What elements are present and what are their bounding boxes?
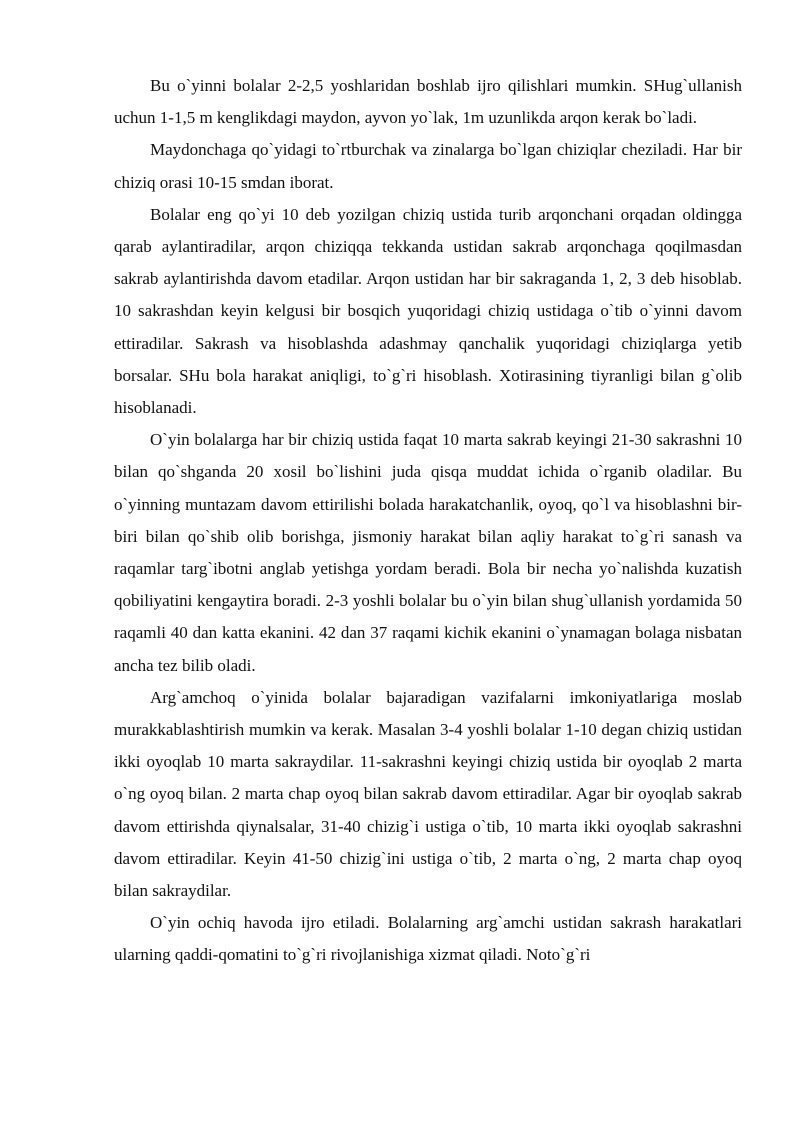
document-page	[114, 70, 742, 972]
paragraph-4: O`yin bolalarga har bir chiziq ustida faqat 10 marta sakrab keyingi 21-30 sakrashni 10 bilan qo`shganda 20 xosil bo`lishini juda qisqa muddat ichida o`rganib oladilar. Bu o`yinning muntazam davom ettirilishi bolada harakatchanlik, oyoq, qo`l va hisoblashni bir-biri bilan qo`shib olib borishga, jismoniy harakat bilan aqliy harakat to`g`ri sanash va raqamlar targ`ibotni anglab yetishga yordam beradi. Bola bir necha yo`nalishda kuzatish qobiliyatini kengaytira boradi. 2-3 yoshli bolalar bu o`yin bilan shug`ullanish yordamida 50 raqamli 40 dan katta ekanini. 42 dan 37 raqami kichik ekanini o`ynamagan bolaga nisbatan ancha tez bilib oladi.	[114, 430, 742, 675]
paragraph-5: Arg`amchoq o`yinida bolalar bajaradigan vazifalarni imkoniyatlariga moslab murakkablashtirish mumkin va kerak. Masalan 3-4 yoshli bolalar 1-10 degan chiziq ustidan ikki oyoqlab 10 marta sakraydilar. 11-sakrashni keyingi chiziq ustida bir oyoqlab 2 marta o`ng oyoq bilan. 2 marta chap oyoq bilan sakrab davom ettiradilar. Agar bir oyoqlab sakrab davom ettirishda qiynalsalar, 31-40 chizig`i ustiga o`tib, 10 marta ikki oyoqlab sakrashni davom ettiradilar. Keyin 41-50 chizig`ini ustiga o`tib, 2 marta o`ng, 2 marta chap oyoq bilan sakraydilar.	[114, 687, 742, 901]
paragraph-3: Bolalar eng qo`yi 10 deb yozilgan chiziq ustida turib arqonchani orqadan oldingga qarab aylantiradilar, arqon chiziqqa tekkanda ustidan sakrab arqonchaga qoqilmasdan sakrab aylantirishda davom etadilar. Arqon ustidan har bir sakraganda 1, 2, 3 deb hisoblab. 10 sakrashdan keyin kelgusi bir bosqich yuqoridagi chiziq ustidaga o`tib o`yinni davom ettiradilar. Sakrash va hisoblashda adashmay qanchalik yuqoridagi chiziqlarga yetib borsalar. SHu bola harakat aniqligi, to`g`ri hisoblash. Xotirasining tiyranligi bilan g`olib hisoblanadi.	[114, 204, 742, 418]
paragraph-1: Bu o`yinni bolalar 2-2,5 yoshlaridan boshlab ijro qilishlari mumkin. SHug`ullanish uchun 1-1,5 m kenglikdagi maydon, ayvon yo`lak, 1m uzunlikda arqon kerak bo`ladi.	[114, 76, 742, 128]
paragraph-2: Maydonchaga qo`yidagi to`rtburchak va zinalarga bo`lgan chiziqlar cheziladi. Har bir chiziq orasi 10-15 smdan iborat.	[114, 140, 742, 192]
paragraph-6: O`yin ochiq havoda ijro etiladi. Bolalarning arg`amchi ustidan sakrash harakatlari ularning qaddi-qomatini to`g`ri rivojlanishiga xizmat qiladi. Noto`g`ri	[114, 913, 742, 965]
